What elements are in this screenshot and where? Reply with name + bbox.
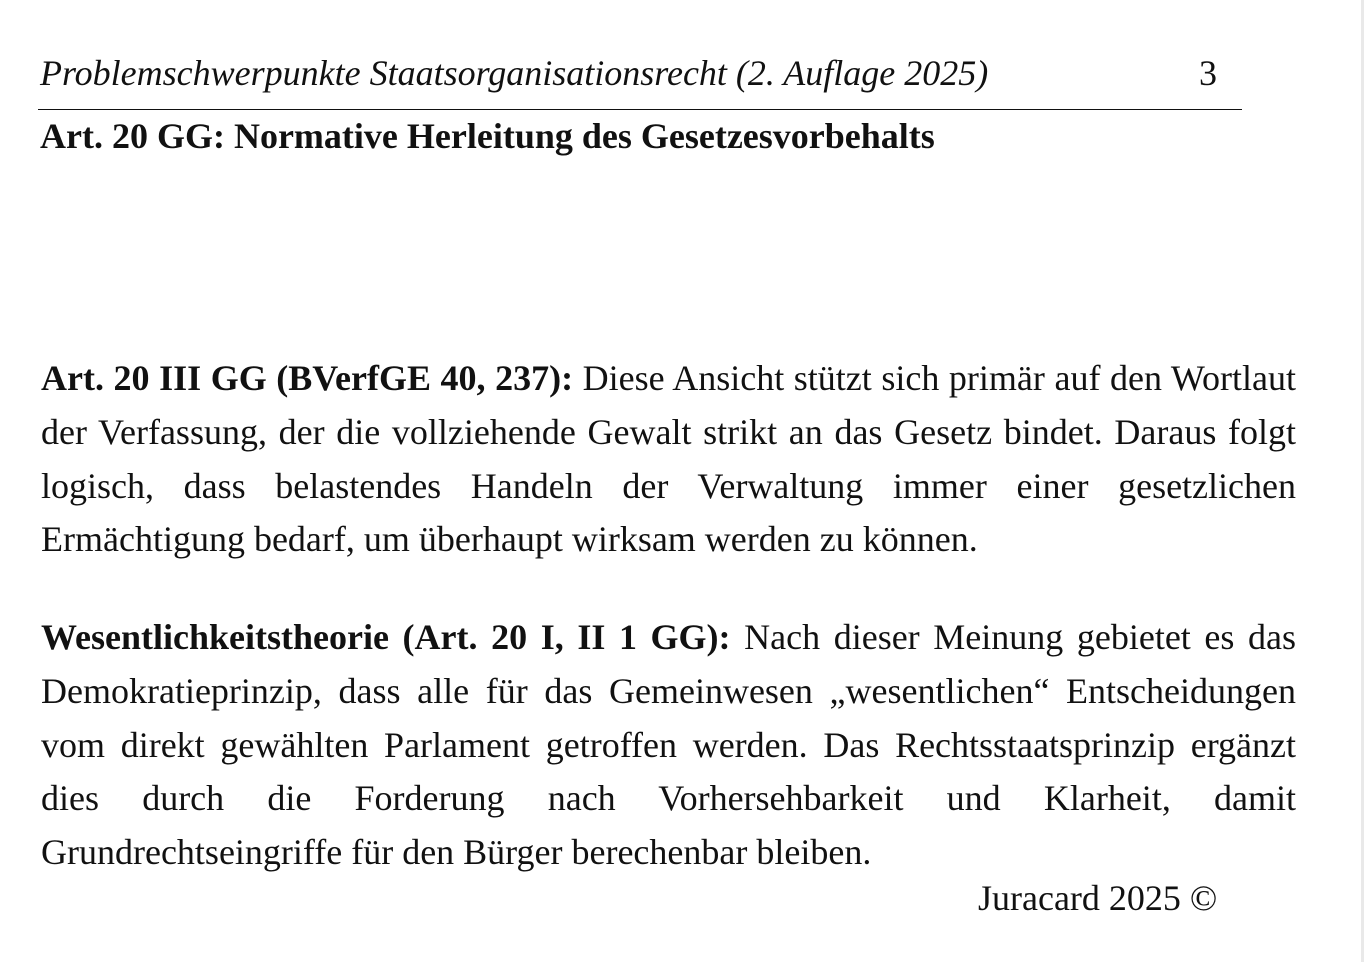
paragraph-lead: Wesentlichkeitstheorie (Art. 20 I, II 1 GG): <box>41 617 731 657</box>
card-title: Art. 20 GG: Normative Herleitung des Gesetzesvorbehalts <box>40 116 935 156</box>
paragraph-lead: Art. 20 III GG (BVerfGE 40, 237): <box>41 358 574 398</box>
page-number: 3 <box>1199 53 1217 93</box>
paragraph-body: Diese Ansicht stützt sich primär auf den Wortlaut der Verfassung, der die vollziehende Gewalt strikt an das Gesetz bindet. Daraus folgt logisch, dass belastendes Handeln der Verwaltung immer einer gesetzlichen Ermächtigung bedarf, um überhaupt wirksam werden zu können. <box>41 358 1296 560</box>
header-divider <box>38 109 1242 110</box>
paragraph-wesentlichkeitstheorie <box>41 611 1296 880</box>
copyright-footer: Juracard 2025 © <box>978 878 1218 918</box>
running-header-title: Problemschwerpunkte Staatsorganisationsrecht (2. Auflage 2025) <box>40 53 989 93</box>
paragraph-body: Nach dieser Meinung gebietet es das Demokratieprinzip, dass alle für das Gemeinwesen „wesentlichen“ Entscheidungen vom direkt gewählten Parlament getroffen werden. Das Rechtsstaatsprinzip ergänzt dies durch die Forderung nach Vorhersehbarkeit und Klarheit, damit Grundrechtseingriffe für den Bürger berechenbar bleiben. <box>41 617 1296 873</box>
paragraph-art-20-iii <box>41 352 1296 567</box>
